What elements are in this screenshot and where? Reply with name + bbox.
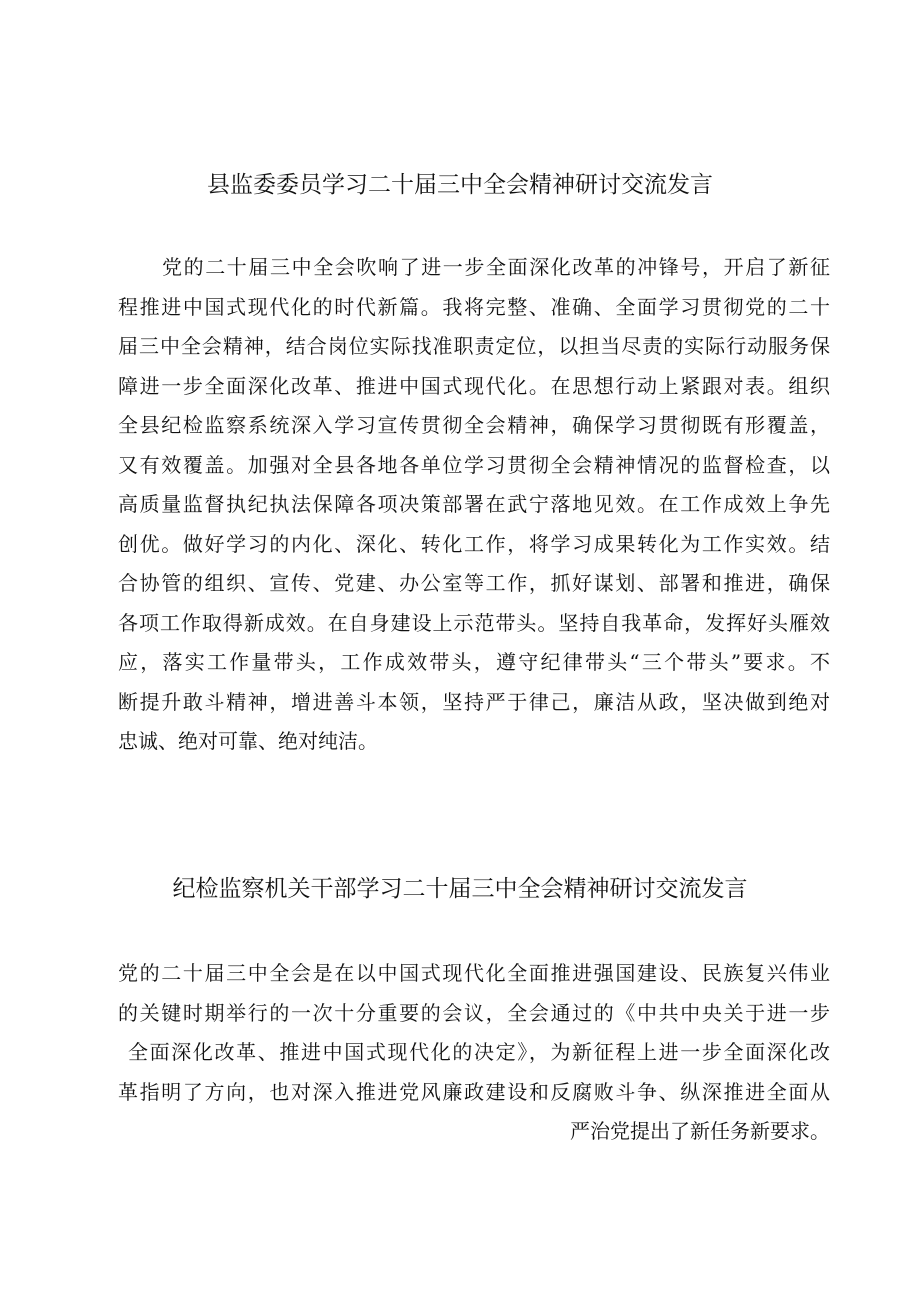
section-2-line: 严治党提出了新任务新要求。 [570,1119,830,1143]
section-1-line: 又有效覆盖。加强对全县各地各单位学习贯彻全会精神情况的监督检查，以 [118,452,830,477]
section-2-body [118,954,830,1152]
section-2-line: 党的二十届三中全会是在以中国式现代化全面推进强国建设、民族复兴伟业 [118,961,830,985]
section-1-line: 全县纪检监察系统深入学习宣传贯彻全会精神，确保学习贯彻既有形覆盖， [118,413,830,437]
section-1-line: 各项工作取得新成效。在自身建设上示范带头。坚持自我革命，发挥好头雁效 [118,610,830,635]
section-1-line: 应，落实工作量带头，工作成效带头，遵守纪律带头“三个带头”要求。不 [118,650,830,674]
section-1-line: 党的二十届三中全会吹响了进一步全面深化改革的冲锋号，开启了新征 [162,255,830,279]
section-2-title: 纪检监察机关干部学习二十届三中全会精神研讨交流发言 [172,876,748,902]
section-1-line: 高质量监督执纪执法保障各项决策部署在武宁落地见效。在工作成效上争先 [118,492,830,516]
section-2-line: 革指明了方向，也对深入推进党风廉政建设和反腐败斗争、纵深推进全面从 [118,1079,830,1104]
section-1-line: 障进一步全面深化改革、推进中国式现代化。在思想行动上紧跟对表。组织 [118,373,830,398]
section-1-line: 程推进中国式现代化的时代新篇。我将完整、准确、全面学习贯彻党的二十 [118,294,830,319]
section-1-line: 合协管的组织、宣传、党建、办公室等工作，抓好谋划、部署和推进，确保 [118,571,830,595]
section-1-body [118,248,830,762]
section-2-line: 全面深化改革、推进中国式现代化的决定》，为新征程上进一步全面深化改 [128,1040,830,1064]
section-1-line: 创优。做好学习的内化、深化、转化工作，将学习成果转化为工作实效。结 [118,531,830,556]
section-1-line: 忠诚、绝对可靠、绝对纯洁。 [118,729,378,753]
section-2-line: 的关键时期举行的一次十分重要的会议，全会通过的《中共中央关于进一步 [118,1000,830,1025]
section-1-line: 届三中全会精神，结合岗位实际找准职责定位，以担当尽责的实际行动服务保 [118,334,830,358]
section-1-title: 县监委委员学习二十届三中全会精神研讨交流发言 [207,172,713,198]
section-1-line: 断提升敢斗精神，增进善斗本领，坚持严于律己，廉洁从政，坚决做到绝对 [118,689,830,714]
